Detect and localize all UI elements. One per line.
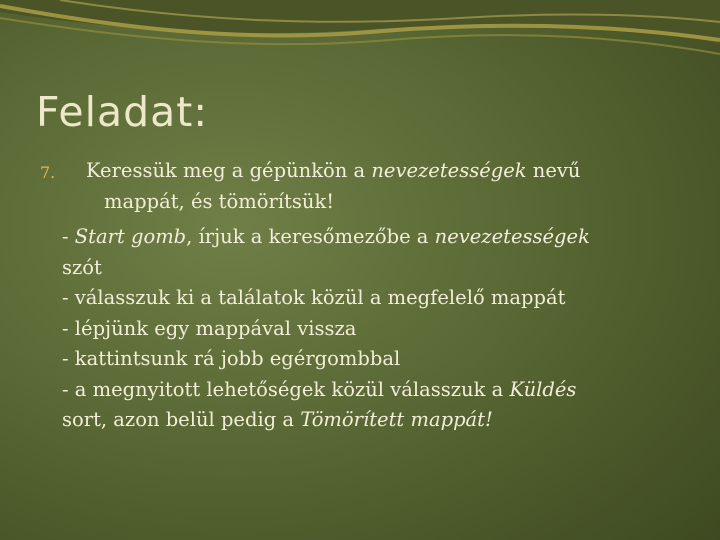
step-1-middle: , írjuk a keresőmezőbe a	[186, 225, 435, 248]
slide-body	[40, 156, 690, 436]
task-line-1	[86, 156, 690, 187]
step-3: - lépjünk egy mappával vissza	[62, 316, 357, 340]
step-1-continued: szót	[62, 255, 102, 279]
step-list	[40, 222, 690, 436]
step-5-prefix: - a megnyitott lehetőségek közül válasszuk a	[62, 377, 510, 401]
step-5	[62, 375, 690, 406]
slide-title: Feladat:	[36, 88, 209, 136]
step-1-search-term: nevezetességek	[434, 225, 590, 248]
task-number: 7.	[40, 163, 56, 182]
step-1-prefix: -	[62, 225, 75, 248]
step-5-compressed-folder: Tömörített mappát!	[300, 408, 493, 431]
task-line-2: mappát, és tömörítsük!	[104, 189, 335, 213]
step-1-start-button: Start gomb	[74, 225, 187, 248]
task-item	[40, 156, 690, 217]
step-5-continued	[62, 405, 690, 436]
decorative-swoosh	[0, 0, 720, 70]
step-4: - kattintsunk rá jobb egérgombbal	[62, 347, 401, 370]
task-text-prefix: Keressük meg a gépünkön a	[86, 159, 372, 182]
task-folder-name: nevezetességek	[371, 159, 527, 182]
step-5-line2-prefix: sort, azon belül pedig a	[62, 408, 301, 431]
step-5-send-option: Küldés	[509, 377, 577, 401]
task-text-suffix: nevű	[526, 159, 581, 182]
step-2: - válasszuk ki a találatok közül a megfelelő mappát	[62, 286, 566, 309]
step-1	[62, 222, 690, 253]
